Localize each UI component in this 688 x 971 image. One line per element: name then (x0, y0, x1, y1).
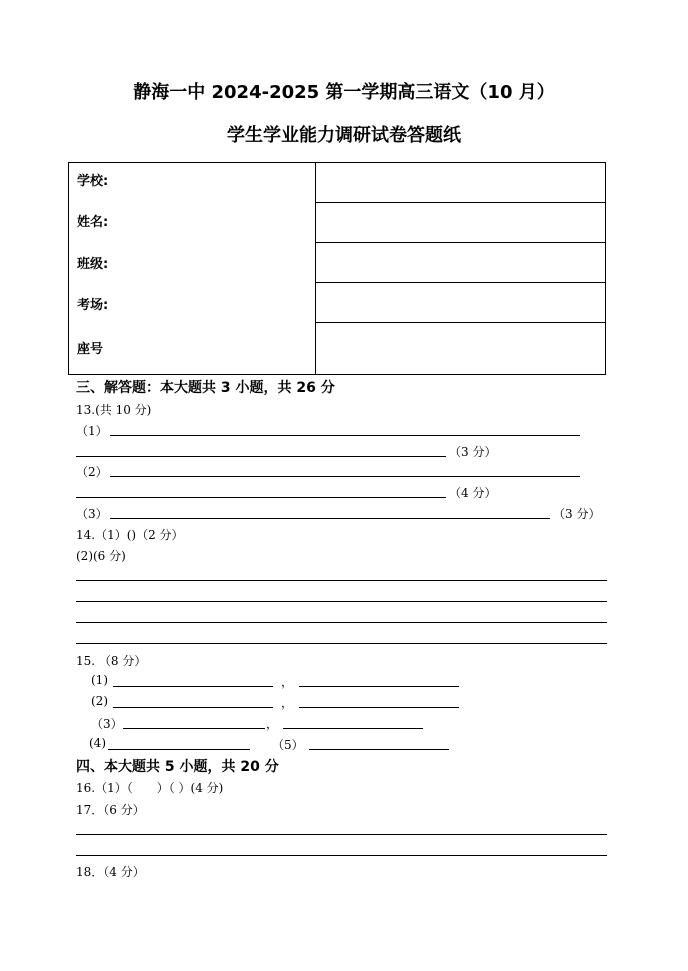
q15-p2-label: (2) (91, 694, 108, 708)
q14-p2-label: (2)(6 分) (76, 549, 126, 563)
section4-heading: 四、本大题共 5 小题，共 20 分 (76, 759, 279, 775)
exam-room-label: 考场: (77, 298, 109, 313)
q13-p1-answer-line-2[interactable] (76, 456, 446, 457)
name-label: 姓名: (77, 215, 109, 230)
q18-title: 18．（4 分） (76, 865, 145, 879)
q15-p1-blank-b[interactable] (299, 686, 459, 687)
section3-heading: 三、解答题：本大题共 3 小题，共 26 分 (76, 380, 335, 396)
q13-p1-label: （1） (76, 424, 108, 438)
q15-p1-comma: ， (281, 675, 294, 689)
q15-p2-comma: ， (281, 696, 294, 710)
seat-label: 座号 (77, 342, 104, 357)
q15-p4-label: (4) (89, 736, 106, 750)
q14-answer-line-2[interactable] (76, 601, 607, 602)
student-info-table (68, 162, 606, 375)
q13-p1-score: （3 分） (449, 445, 497, 459)
school-field[interactable] (316, 163, 606, 203)
q13-p3-score: （3 分） (553, 507, 601, 521)
q14-answer-line-3[interactable] (76, 622, 607, 623)
q15-p2-blank-b[interactable] (299, 707, 459, 708)
school-label: 学校: (77, 174, 109, 189)
q17-title: 17．（6 分） (76, 803, 145, 817)
name-field[interactable] (316, 203, 606, 243)
q13-p3-answer-line[interactable] (110, 518, 550, 519)
q14-answer-line-1[interactable] (76, 580, 607, 581)
q13-title: 13.(共 10 分) (76, 403, 152, 417)
q15-p3-blank-a[interactable] (123, 728, 265, 729)
q13-p1-answer-line[interactable] (110, 435, 580, 436)
q14-title: 14.（1）()（2 分） (76, 528, 184, 542)
page-subtitle: 学生学业能力调研试卷答题纸 (227, 125, 461, 146)
q15-p3-label: （3） (91, 717, 123, 731)
q13-p2-answer-line-2[interactable] (76, 497, 446, 498)
q15-p5-label: （5） (272, 738, 304, 752)
page-title: 静海一中 2024-2025 第一学期高三语文（10 月） (133, 82, 555, 103)
q16-line: 16.（1）（ ）（ ）(4 分) (76, 781, 224, 795)
q13-p2-score: （4 分） (449, 486, 497, 500)
q17-answer-line-2[interactable] (76, 855, 607, 856)
q17-answer-line-1[interactable] (76, 834, 607, 835)
class-label: 班级: (77, 257, 109, 272)
q15-title: 15. （8 分） (76, 654, 147, 668)
exam-room-field[interactable] (316, 283, 606, 323)
q14-answer-line-4[interactable] (76, 643, 607, 644)
info-labels-cell (69, 163, 316, 375)
q15-p3-blank-b[interactable] (283, 728, 423, 729)
class-field[interactable] (316, 243, 606, 283)
q13-p2-label: （2） (76, 465, 108, 479)
q15-p3-comma: ， (266, 717, 279, 731)
seat-field[interactable] (316, 323, 606, 375)
q15-p4-blank[interactable] (108, 749, 250, 750)
q15-p5-blank[interactable] (309, 749, 449, 750)
q13-p2-answer-line[interactable] (110, 476, 580, 477)
q15-p1-label: (1) (91, 673, 108, 687)
q15-p1-blank-a[interactable] (113, 686, 273, 687)
q15-p2-blank-a[interactable] (113, 707, 273, 708)
q13-p3-label: （3） (76, 507, 108, 521)
